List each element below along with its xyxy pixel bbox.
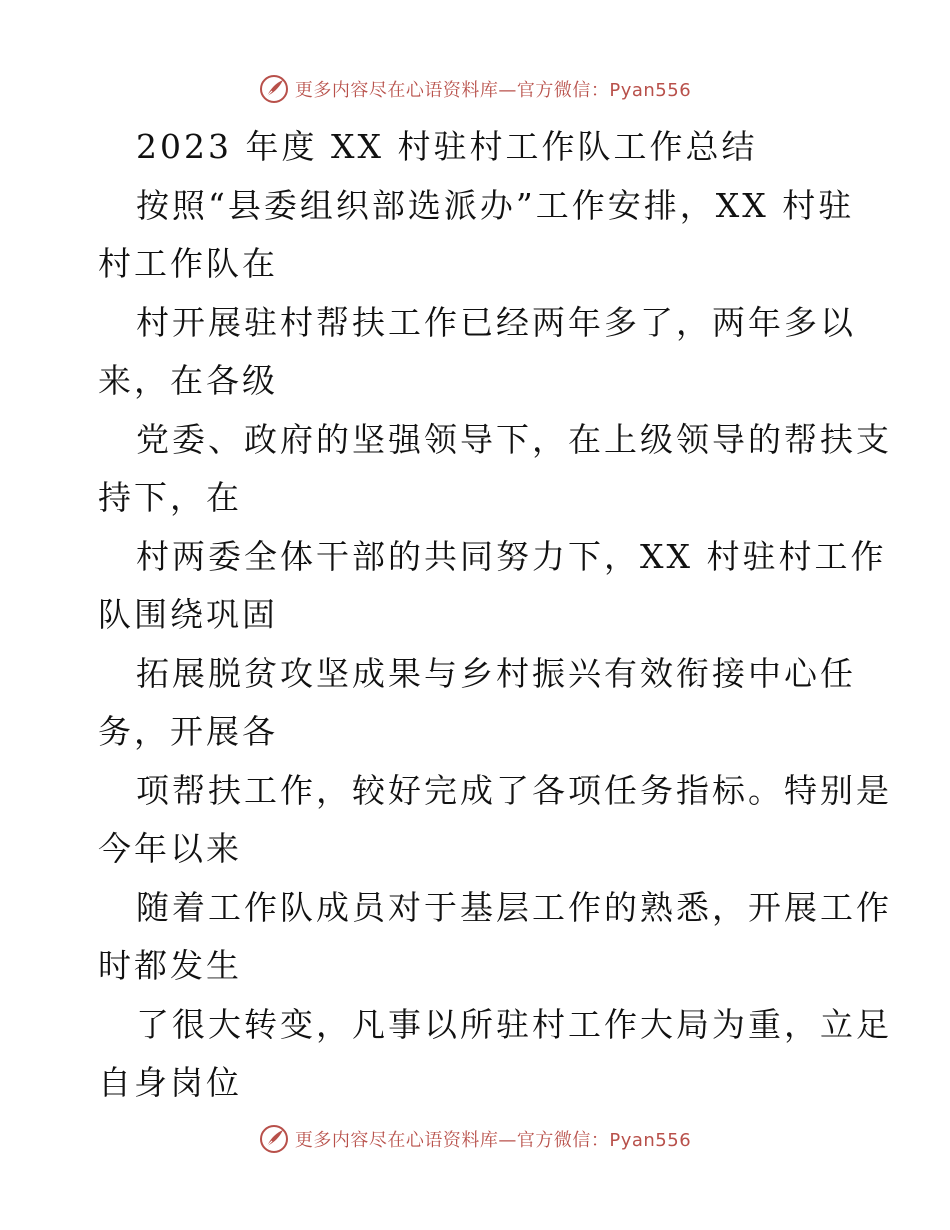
paragraph-line: 时都发生 bbox=[98, 946, 242, 985]
feather-pen-logo-icon bbox=[259, 1124, 289, 1154]
paragraph-line: 自身岗位 bbox=[98, 1063, 242, 1102]
footer-watermark bbox=[0, 1124, 950, 1154]
paragraph-line: 村两委全体干部的共同努力下，XX 村驻村工作 bbox=[136, 536, 887, 576]
paragraph-line: 持下，在 bbox=[98, 478, 242, 517]
paragraph-line: 来，在各级 bbox=[98, 361, 278, 400]
paragraph-line: 村工作队在 bbox=[98, 244, 278, 283]
paragraph-line: 党委、政府的坚强领导下，在上级领导的帮扶支 bbox=[136, 419, 892, 459]
document-body bbox=[98, 118, 892, 1113]
paragraph-line: 今年以来 bbox=[98, 829, 242, 868]
watermark-text: 更多内容尽在心语资料库—官方微信：Pyan556 bbox=[294, 80, 692, 101]
paragraph-line: 拓展脱贫攻坚成果与乡村振兴有效衔接中心任 bbox=[136, 653, 856, 693]
paragraph-line: 务，开展各 bbox=[98, 712, 278, 751]
paragraph-line: 村开展驻村帮扶工作已经两年多了，两年多以 bbox=[136, 302, 856, 342]
paragraph-line: 按照“县委组织部选派办”工作安排，XX 村驻 bbox=[136, 185, 855, 225]
watermark-text: 更多内容尽在心语资料库—官方微信：Pyan556 bbox=[294, 1130, 692, 1151]
paragraph-line: 随着工作队成员对于基层工作的熟悉，开展工作 bbox=[136, 887, 892, 927]
paragraph-line: 项帮扶工作，较好完成了各项任务指标。特别是 bbox=[136, 770, 892, 810]
document-title: 2023 年度 XX 村驻村工作队工作总结 bbox=[136, 127, 758, 166]
feather-pen-logo-icon bbox=[259, 74, 289, 104]
header-watermark bbox=[0, 74, 950, 104]
paragraph-line: 队围绕巩固 bbox=[98, 595, 278, 634]
paragraph-line: 了很大转变，凡事以所驻村工作大局为重，立足 bbox=[136, 1004, 892, 1044]
